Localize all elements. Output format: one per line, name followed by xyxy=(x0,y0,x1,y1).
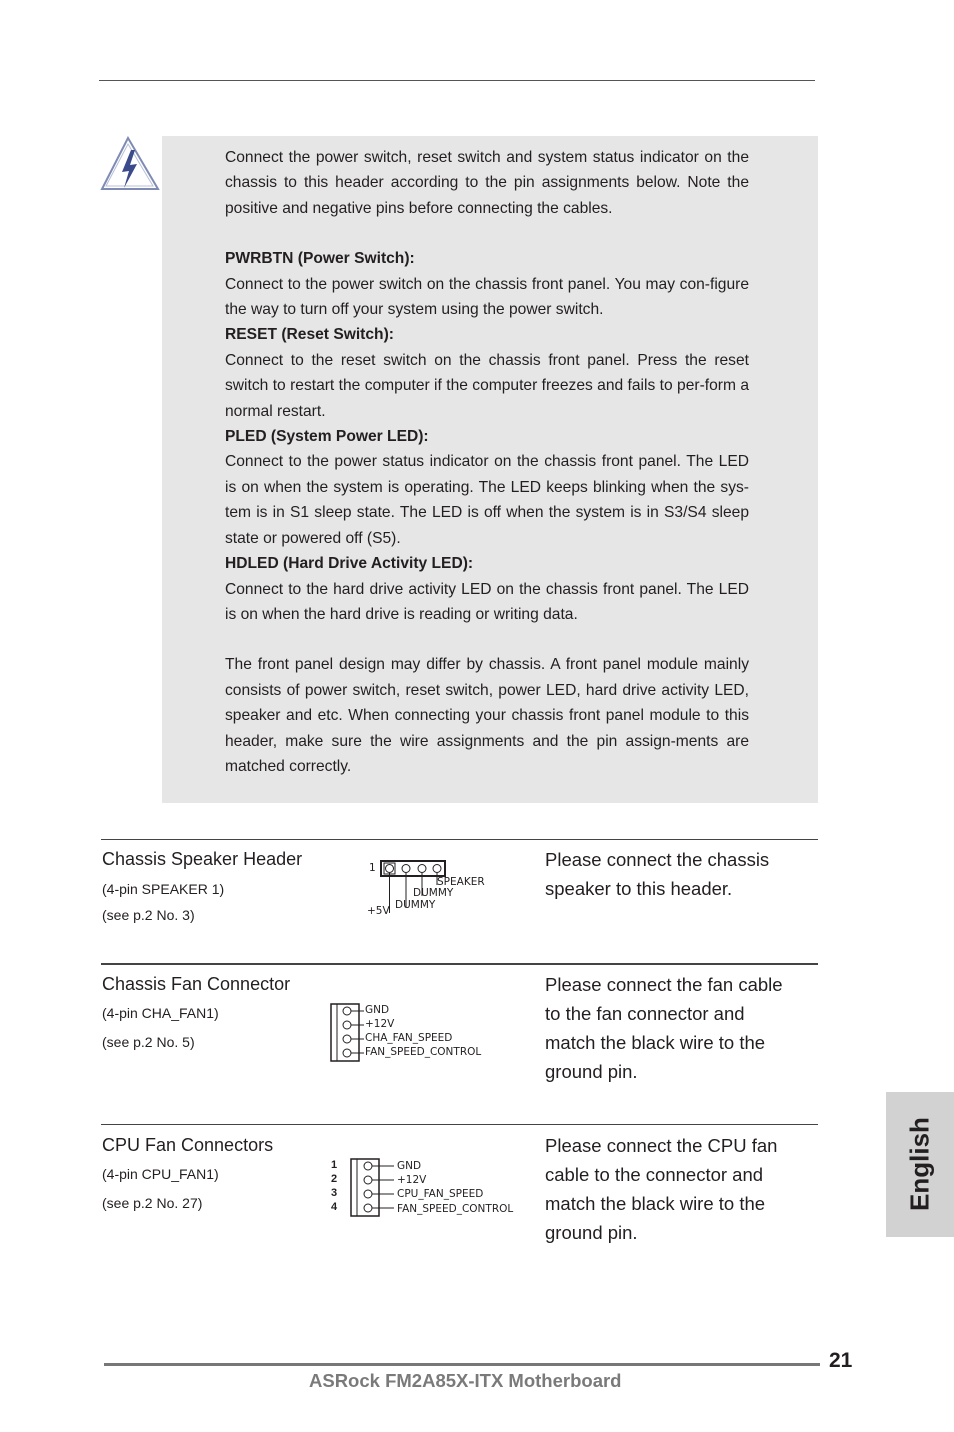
cpu-fan-desc-line: match the black wire to the xyxy=(545,1193,766,1214)
cpu-fan-ref: (see p.2 No. 27) xyxy=(102,1195,203,1211)
language-tab-label: English xyxy=(904,1117,935,1211)
note-heading-hdled: HDLED (Hard Drive Activity LED): xyxy=(225,555,474,573)
speaker-pin-diagram xyxy=(365,858,505,920)
cha-fan-description xyxy=(545,970,805,1086)
footer-title: ASRock FM2A85X-ITX Motherboard xyxy=(309,1370,622,1391)
note-heading-reset: RESET (Reset Switch): xyxy=(225,326,394,344)
note-heading-pled: PLED (System Power LED): xyxy=(225,428,429,446)
cha-fan-desc-line: ground pin. xyxy=(545,1061,638,1082)
cha-fan-ref: (see p.2 No. 5) xyxy=(102,1034,195,1050)
cpu-fan-pin-num: 3 xyxy=(331,1187,338,1199)
cha-fan-pin-12v: +12V xyxy=(365,1018,395,1030)
speaker-header-description xyxy=(545,845,805,903)
cpu-fan-desc-line: cable to the connector and xyxy=(545,1164,764,1185)
cha-fan-desc-line: match the black wire to the xyxy=(545,1032,766,1053)
cpu-fan-pin-num: 2 xyxy=(331,1173,338,1185)
cha-fan-desc-line: Please connect the fan cable xyxy=(545,974,783,995)
speaker-pin-speaker-label: SPEAKER xyxy=(437,876,485,888)
speaker-pin-dummy-label: DUMMY xyxy=(413,887,454,899)
speaker-pin-5v-label: +5V xyxy=(367,905,390,917)
note-outro: The front panel design may differ by chassis. A front panel module mainly consists of power switch, reset switch, power LED, hard drive activity LED, speaker and etc. When connecting your chassis front panel module to this header, make sure the wire assignments and the pin assign-ments are matched correctly. xyxy=(225,656,749,775)
note-body-reset: Connect to the reset switch on the chassis front panel. Press the reset switch to restart the computer if the computer freezes and fails to per-form a normal restart. xyxy=(225,351,749,420)
section-rule-speaker xyxy=(101,839,818,840)
section-rule-cha-fan xyxy=(101,963,818,965)
speaker-pin-dummy2-label: DUMMY xyxy=(395,899,436,911)
cpu-fan-pin-num: 1 xyxy=(331,1159,338,1171)
speaker-pin1-label: 1 xyxy=(369,862,376,874)
cpu-fan-title: CPU Fan Connectors xyxy=(102,1135,274,1155)
cpu-fan-pin-num: 4 xyxy=(331,1201,338,1213)
note-intro: Connect the power switch, reset switch and system status indicator on the chassis to this header according to the pin assignments below. Note the positive and negative pins before connecting the cables. xyxy=(225,149,749,217)
cha-fan-pins: (4-pin CHA_FAN1) xyxy=(102,1005,219,1021)
cpu-fan-description xyxy=(545,1131,805,1247)
cpu-fan-desc-line: Please connect the CPU fan xyxy=(545,1135,778,1156)
section-rule-cpu-fan xyxy=(101,1124,818,1125)
cpu-fan-pins: (4-pin CPU_FAN1) xyxy=(102,1166,219,1182)
cpu-fan-desc-line: ground pin. xyxy=(545,1222,638,1243)
cha-fan-desc-line: to the fan connector and xyxy=(545,1003,745,1024)
note-body-pled: Connect to the power status indicator on the chassis front panel. The LED is on when the system is operating. The LED keeps blinking when the sys-tem is in S1 sleep state. The LED is off when the system is in S3/S4 sleep state or powered off (S5). xyxy=(225,453,749,547)
cpu-fan-pin-control: FAN_SPEED_CONTROL xyxy=(397,1203,514,1215)
cha-fan-pin-gnd: GND xyxy=(365,1004,390,1016)
cpu-fan-pin-12v: +12V xyxy=(397,1174,427,1186)
warning-icon xyxy=(100,136,162,194)
cpu-fan-pin-gnd: GND xyxy=(397,1160,422,1172)
cpu-fan-pin-speed: CPU_FAN_SPEED xyxy=(397,1188,484,1200)
speaker-header-title: Chassis Speaker Header xyxy=(102,849,303,869)
note-body-hdled: Connect to the hard drive activity LED on the chassis front panel. The LED is on when the hard drive is reading or writing data. xyxy=(225,580,749,623)
cpu-fan-pin-diagram xyxy=(330,1158,520,1218)
top-rule xyxy=(99,80,815,81)
language-tab xyxy=(886,1092,954,1237)
footer-rule xyxy=(104,1363,820,1366)
speaker-header-pins: (4-pin SPEAKER 1) xyxy=(102,881,225,897)
note-heading-pwrbtn: PWRBTN (Power Switch): xyxy=(225,250,415,268)
cha-fan-pin-control: FAN_SPEED_CONTROL xyxy=(365,1046,482,1058)
cha-fan-pin-speed: CHA_FAN_SPEED xyxy=(365,1032,453,1044)
speaker-desc-line: Please connect the chassis xyxy=(545,849,770,870)
page-number: 21 xyxy=(829,1349,853,1372)
speaker-desc-line: speaker to this header. xyxy=(545,878,733,899)
speaker-header-ref: (see p.2 No. 3) xyxy=(102,907,195,923)
cha-fan-title: Chassis Fan Connector xyxy=(102,974,291,994)
cha-fan-pin-diagram xyxy=(330,1003,500,1063)
note-text xyxy=(225,145,749,779)
note-body-pwrbtn: Connect to the power switch on the chassis front panel. You may con-figure the way to turn off your system using the power switch. xyxy=(225,275,749,319)
